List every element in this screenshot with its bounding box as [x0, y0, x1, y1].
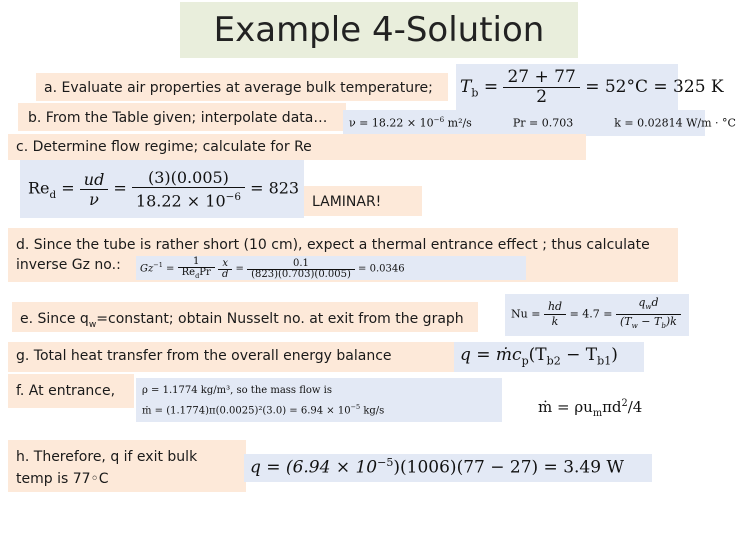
eq-b-k: k = 0.02814 W/m · °C — [614, 116, 736, 130]
eq-h-exp: −5 — [377, 456, 394, 469]
eq-b-nu-exp: −6 — [433, 115, 445, 124]
equation-b — [343, 110, 736, 136]
eq-d-frac2 — [218, 259, 232, 280]
step-e-sub: w — [88, 319, 97, 330]
eq-b-nu-unit: m²/s — [444, 116, 472, 130]
title-box — [180, 2, 578, 58]
eq-d-d1-sub: d — [195, 272, 200, 280]
eq-f-line2-exp: −5 — [350, 403, 361, 411]
step-e-text: e. Since q — [20, 311, 89, 327]
equation-e: Nu = $\frac{hd}{k}$ = 4.7 = $\frac{q_wd}{(T_w - T_b)k}$ — [505, 294, 689, 336]
eq-e-lhs: Nu — [511, 307, 528, 321]
eq-e-frac2 — [616, 296, 681, 333]
equation-f — [136, 378, 502, 422]
eq-c-num2: (3)(0.005) — [132, 168, 245, 188]
laminar-box — [304, 186, 422, 216]
eq-e-n2-sub: w — [645, 302, 652, 312]
equation-g — [454, 342, 644, 372]
step-b-text: b. From the Table given; interpolate data… — [28, 110, 328, 126]
eq-c-frac1 — [80, 170, 109, 209]
eq-e-mid: = 4.7 = — [569, 307, 613, 321]
eq-f-line2a: ṁ = (1.1774)π(0.0025)²(3.0) = 6.94 × 10 — [142, 405, 351, 417]
equation-h — [244, 454, 652, 482]
eq-d-d1: Re — [181, 267, 196, 278]
eq-g-mid: − T — [560, 345, 598, 365]
eq-b-pr: Pr = 0.703 — [512, 116, 574, 130]
eq-d-d1-b: Pr — [199, 267, 211, 278]
eq-e-d1: k — [551, 315, 559, 329]
eq-c-num1: ud — [80, 170, 109, 190]
eq-d-rhs: = 0.0346 — [358, 263, 405, 275]
step-d-text: d. Since the tube is rather short (10 cm), expect a thermal entrance effect ; thus calculate inverse Gz no.: — [16, 237, 650, 273]
side-formula-a: ṁ = ρu — [538, 398, 593, 416]
laminar-label: LAMINAR! — [312, 194, 382, 210]
step-e-box — [12, 302, 478, 332]
eq-h-a: q = (6.94 × 10 — [250, 457, 378, 478]
step-e-text-after: =constant; obtain Nusselt no. at exit from the graph — [96, 311, 464, 327]
step-f-text: f. At entrance, — [16, 383, 116, 399]
eq-a-num: 27 + 77 — [503, 68, 579, 88]
equation-c: $Re_d$ = $\frac{ud}{\nu}$ = $\frac{(3)(0.005)}{18.22 \times 10^{-6}}$ = 823 — [20, 160, 304, 218]
eq-d-d2: d — [221, 268, 229, 280]
step-f-box — [8, 374, 134, 408]
eq-f-line2b: kg/s — [360, 405, 385, 417]
eq-c-den2-exp: −6 — [225, 191, 241, 203]
eq-e-n1: hd — [544, 300, 566, 315]
eq-g-lhs: q = ṁc — [460, 345, 522, 365]
side-formula-c: /4 — [627, 398, 643, 416]
eq-a-lhs-sub: b — [471, 86, 479, 100]
step-a-text: a. Evaluate air properties at average bulk temperature; — [44, 80, 433, 96]
eq-a-rhs: = 52°C = 325 K — [585, 77, 724, 97]
eq-c-rhs: = 823 — [250, 178, 300, 198]
eq-e-n2: q — [638, 296, 646, 309]
eq-a-den: 2 — [536, 87, 548, 107]
eq-b-nu: ν = 18.22 × 10 — [349, 116, 434, 130]
eq-a-lhs: T — [460, 77, 472, 97]
eq-f-line1: ρ = 1.1774 kg/m³, so the mass flow is — [142, 385, 332, 396]
eq-d-frac3 — [247, 259, 355, 280]
eq-e-d2-c: )k — [665, 315, 677, 329]
step-g-box — [8, 342, 454, 372]
eq-e-d2-sub1: w — [631, 321, 638, 331]
mass-flow-formula — [538, 398, 688, 422]
eq-g-lhs-sub: p — [521, 354, 529, 368]
eq-e-n2-b: d — [651, 296, 659, 309]
step-a-box — [36, 73, 448, 101]
eq-c-den2: 18.22 × 10 — [135, 191, 226, 211]
eq-g-end: ) — [611, 345, 618, 365]
step-c-text: c. Determine flow regime; calculate for Re — [16, 139, 312, 155]
step-g-text: g. Total heat transfer from the overall energy balance — [16, 348, 392, 364]
eq-d-frac1 — [178, 257, 215, 281]
step-c-box — [8, 134, 586, 160]
equation-d: $Gz^{-1}$ = $\frac{1}{Re_dPr}$ $\frac{x}{d}$ = $\frac{0.1}{(823)(0.703)(0.005)}$ = 0.0346 — [136, 256, 526, 280]
eq-a-fraction — [503, 68, 579, 107]
step-h-text: h. Therefore, q if exit bulk temp is 77◦C — [16, 449, 198, 487]
side-formula-b: πd — [602, 398, 622, 416]
step-h-box — [8, 440, 246, 492]
eq-e-d2-b: − T — [637, 315, 662, 329]
page-title: Example 4-Solution — [213, 10, 545, 50]
eq-e-d2-sub2: b — [661, 321, 666, 331]
step-b-box — [18, 103, 346, 131]
eq-e-frac1 — [544, 300, 566, 329]
side-formula-sub: m — [592, 408, 603, 419]
eq-c-lhs-sub: d — [49, 188, 57, 201]
eq-c-den1: ν — [89, 189, 99, 209]
eq-d-d3: (823)(0.703)(0.005) — [251, 268, 351, 280]
side-formula-exp: 2 — [621, 398, 628, 409]
eq-g-sub2: b1 — [597, 354, 612, 368]
eq-c-frac2 — [132, 168, 245, 210]
eq-h-b: )(1006)(77 − 27) = 3.49 W — [393, 457, 624, 478]
eq-g-sub1: b2 — [546, 354, 561, 368]
eq-d-n3: 0.1 — [247, 259, 355, 270]
equation-a: $T_b$ = $\frac{27 + 77}{2}$ = 52°C = 325 K — [456, 64, 678, 110]
eq-d-lhs-exp: −1 — [153, 261, 163, 270]
eq-d-n2: x — [218, 259, 232, 270]
eq-e-d2: (T — [620, 315, 632, 329]
eq-d-n1: 1 — [178, 257, 215, 268]
eq-d-lhs: Gz — [140, 263, 154, 275]
eq-c-lhs: Re — [28, 178, 50, 198]
eq-g-rhs: (T — [528, 345, 547, 365]
